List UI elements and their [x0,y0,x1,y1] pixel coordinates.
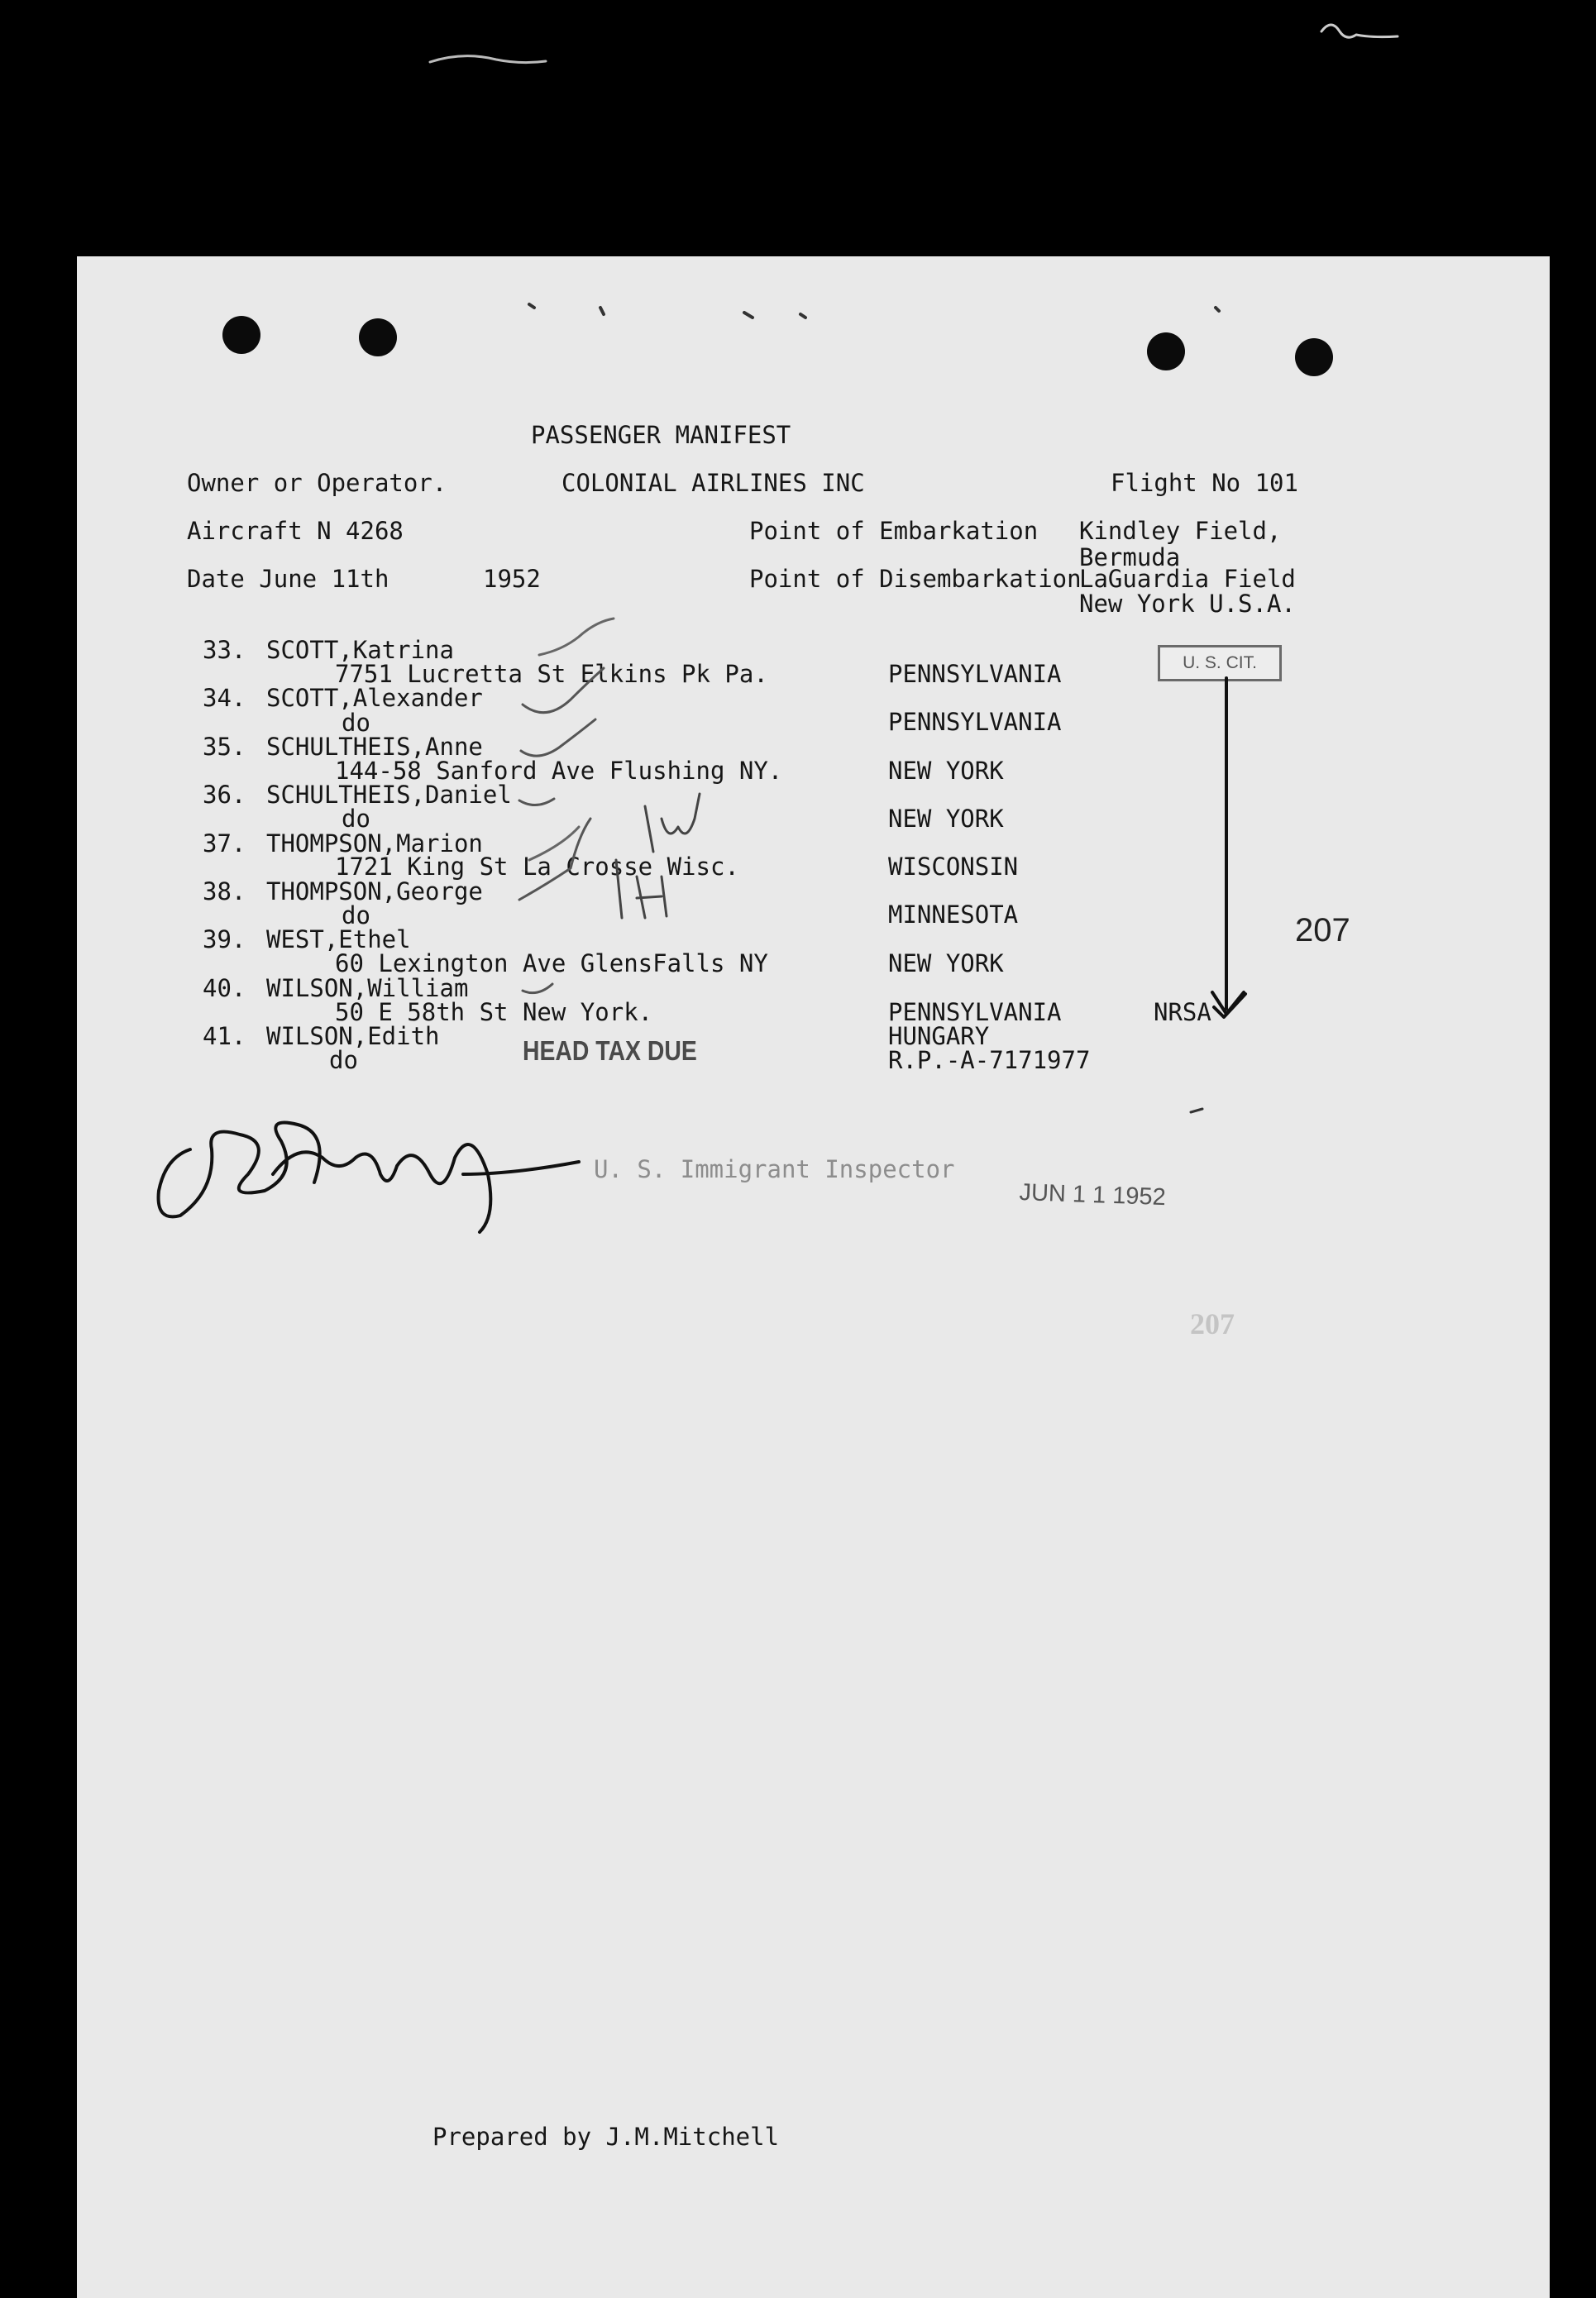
passenger-address: 1721 King St La Crosse Wisc. [335,853,739,881]
punch-hole [359,318,397,356]
manifest-title: PASSENGER MANIFEST [531,421,791,449]
aircraft: Aircraft N 4268 [187,517,404,545]
disembarkation-label: Point of Disembarkation [749,565,1082,593]
scribble-mark [430,56,546,63]
passenger-name: WEST,Ethel [266,925,411,953]
passenger-state: NEW YORK [888,805,1004,833]
flight-number: Flight No 101 [1111,469,1298,497]
passenger-number: 38. [203,877,246,905]
passenger-state: NEW YORK [888,949,1004,977]
passenger-name: THOMPSON,George [266,877,483,905]
passenger-state: PENNSYLVANIA [888,708,1062,736]
prepared-by: Prepared by J.M.Mitchell [432,2123,780,2151]
punch-hole [1295,338,1333,376]
us-citizen-stamp: U. S. CIT. [1158,645,1282,681]
disembarkation-value-2: New York U.S.A. [1079,590,1296,618]
passenger-name: SCHULTHEIS,Anne [266,733,483,761]
passenger-address: do [342,805,370,833]
head-tax-stamp: HEAD TAX DUE [523,1035,697,1066]
embarkation-value-2: Bermuda [1079,543,1181,571]
passenger-number: 34. [203,684,246,712]
passenger-address: 60 Lexington Ave GlensFalls NY [335,949,768,977]
passenger-state: PENNSYLVANIA [888,660,1062,688]
punch-hole [222,316,260,354]
embarkation-label: Point of Embarkation [749,517,1039,545]
manifest-sheet [77,256,1550,2298]
page-number-faint: 207 [1190,1307,1235,1340]
disembarkation-value: LaGuardia Field [1079,565,1296,593]
passenger-number: 40. [203,974,246,1002]
embarkation-value: Kindley Field, [1079,517,1282,545]
date-label: Date June 11th [187,565,389,593]
passenger-name: WILSON,Edith [266,1022,440,1050]
page-number: 207 [1295,912,1350,948]
passenger-number: 37. [203,829,246,858]
passenger-name: WILSON,William [266,974,469,1002]
passenger-number: 41. [203,1022,246,1050]
passenger-reference: R.P.-A-7171977 [888,1046,1091,1074]
punch-hole [1147,332,1185,370]
passenger-state: MINNESOTA [888,901,1019,929]
nrsa-mark: NRSA [1154,998,1211,1026]
passenger-name: SCHULTHEIS,Daniel [266,781,512,809]
passenger-state: NEW YORK [888,757,1004,785]
passenger-state: PENNSYLVANIA [888,998,1062,1026]
passenger-number: 35. [203,733,246,761]
passenger-number: 36. [203,781,246,809]
passenger-name: SCOTT,Katrina [266,636,454,664]
owner-value: COLONIAL AIRLINES INC [561,469,865,497]
passenger-address: do [342,709,370,737]
passenger-address: do [329,1046,358,1074]
year: 1952 [483,565,541,593]
inspection-date-stamp: JUN 1 1 1952 [1018,1179,1167,1211]
inspector-label: U. S. Immigrant Inspector [594,1155,955,1183]
passenger-name: THOMPSON,Marion [266,829,483,858]
passenger-address: 144-58 Sanford Ave Flushing NY. [335,757,783,785]
passenger-name: SCOTT,Alexander [266,684,483,712]
passenger-address: do [342,901,370,929]
passenger-address: 50 E 58th St New York. [335,998,653,1026]
passenger-number: 39. [203,925,246,953]
passenger-state: HUNGARY [888,1022,990,1050]
passenger-address: 7751 Lucretta St Elkins Pk Pa. [335,660,768,688]
scribble-mark [1321,25,1398,37]
passenger-number: 33. [203,636,246,664]
owner-label: Owner or Operator. [187,469,447,497]
passenger-state: WISCONSIN [888,853,1019,881]
